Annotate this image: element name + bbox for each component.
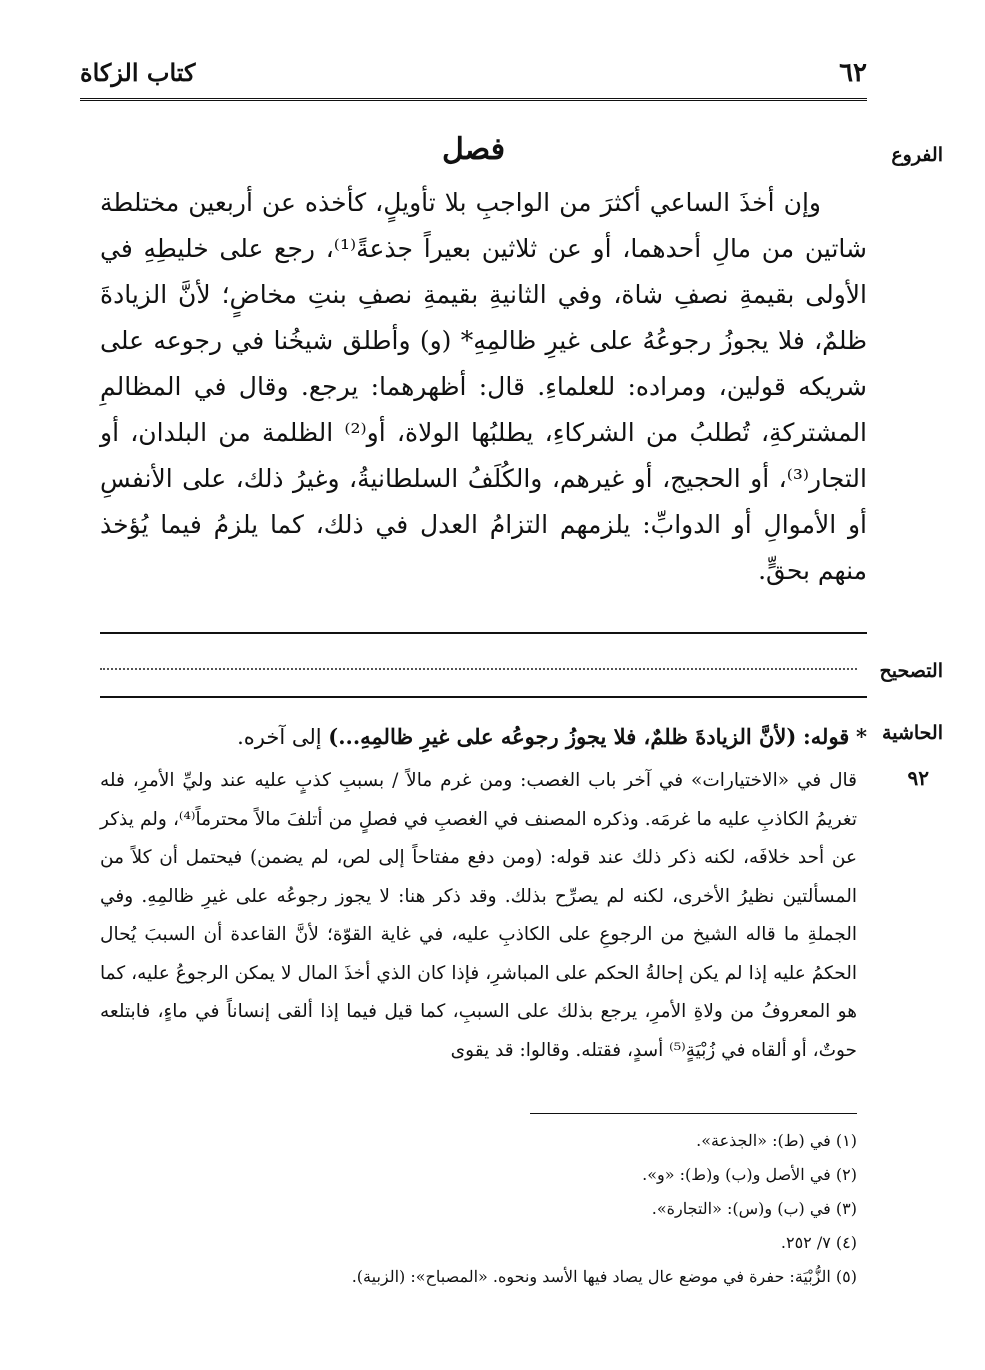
header-rule [80, 98, 867, 101]
footnote-5: (٥) الزُّبْيَة: حفرة في موضع عال يصاد فيها الأسد ونحوه. «المصباح»: (الزبية). [351, 1267, 857, 1286]
main-text-rule [100, 632, 867, 634]
tashih-rule [100, 696, 867, 698]
book-title: كتاب الزكاة [80, 58, 196, 87]
tashih-dotted-line [100, 668, 857, 670]
hashiya-quote: (لأنَّ الزيادةَ ظلمٌ، فلا يجوزُ رجوعُه على غيرِ ظالمِهِ...) [328, 724, 797, 749]
footnote-1: (١) في (ط): «الجذعة». [696, 1131, 857, 1150]
footnote-2: (٢) في الأصل و(ب) و(ط): «و». [642, 1165, 857, 1184]
hashiya-text [100, 762, 857, 1070]
footnote-4: (٤) ٧/ ٢٥٢. [780, 1233, 857, 1252]
hashiya-paragraph: قال في «الاختيارات» في آخر باب الغصب: ومن غرم مالاً / بسببِ كذبٍ عليه عند وليِّ الأمرِ، فله تغريمُ الكاذبِ عليه ما غرمَه. وذكره المصنف في الغصبِ في فصلٍ من أتلفَ مالاً محترماً⁽⁴⁾، ولم يذكر عن أحد خلافَه، لكنه ذكر ذلك عند قوله: (ومن دفع مفتاحاً إلى لص، لم يضمن) فيحتمل أن كلاً من المسألتين نظيرُ الأخرى، لكنه لم يصرِّح بذلك. وقد ذكر هنا: لا يجوز رجوعُه على غيرِ ظالمِهِ. وفي الجملةِ ما قاله الشيخ من الرجوعِ على الكاذبِ عليه، في غاية القوّة؛ لأنَّ القاعدة أن السببَ يُحال الحكمُ عليه إذا لم يكن إحالةُ الحكم على المباشرِ، فإذا كان الذي أخذَ المال لا يمكن الرجوعُ عليه، كما هو المعروفُ من ولاةِ الأمرِ، يرجع بذلك على السببِ، كما قيل فيما إذا ألقى إنساناً في ماءٍ، فابتلعه حوتٌ، أو ألقاه في زُبْيَةٍ⁽⁵⁾ أسدٍ، فقتله. وقالوا: قد يقوى [100, 770, 857, 1061]
hashiya-intro: قوله: [803, 724, 850, 749]
main-text [100, 180, 867, 594]
main-paragraph: وإن أخذَ الساعي أكثرَ من الواجبِ بلا تأويلٍ، كأخذه عن أربعين مختلطة شاتين من مالِ أحدهما، أو عن ثلاثين بعيراً جذعةً⁽¹⁾، رجع على خليطِهِ في الأولى بقيمةِ نصفِ شاة، وفي الثانيةِ بقيمةِ نصفِ بنتِ مخاضٍ؛ لأنَّ الزيادةَ ظلمٌ، فلا يجوزُ رجوعُهُ على غيرِ ظالمِهِ* (و) وأطلق شيخُنا في رجوعه على شريكه قولين، ومراده: للعلماءِ. قال: أظهرهما: يرجع. وقال في المظالمِ المشتركةِ، تُطلبُ من الشركاءِ، يطلبُها الولاة، أو⁽²⁾ الظلمة من البلدان، أو التجار⁽³⁾، أو الحجيج، أو غيرهم، والكُلَفُ السلطانيةُ، وغيرُ ذلك، على الأنفسِ أو الأموالِ أو الدوابِّ: يلزمهم التزامُ العدل في ذلك، كما يلزمُ فيما يُؤخذ منهم بحقٍّ. [100, 188, 868, 585]
hashiya-star: * [856, 724, 867, 749]
label-tashih: التصحيح [879, 660, 943, 682]
running-head [80, 58, 867, 94]
hashiya-tail: إلى آخره. [237, 725, 322, 749]
footnotes [100, 1124, 857, 1294]
hashiya-page-number: ٩٢ [907, 766, 929, 790]
label-hashiya: الحاشية [882, 722, 943, 744]
footnote-3: (٣) في (ب) و(س): «التجارة». [651, 1199, 857, 1218]
section-title: فصل [441, 132, 506, 167]
hashiya-heading [100, 720, 867, 754]
page-number: ٦٢ [839, 58, 867, 88]
footnote-rule [530, 1113, 857, 1114]
label-furu: الفروع [891, 144, 943, 166]
